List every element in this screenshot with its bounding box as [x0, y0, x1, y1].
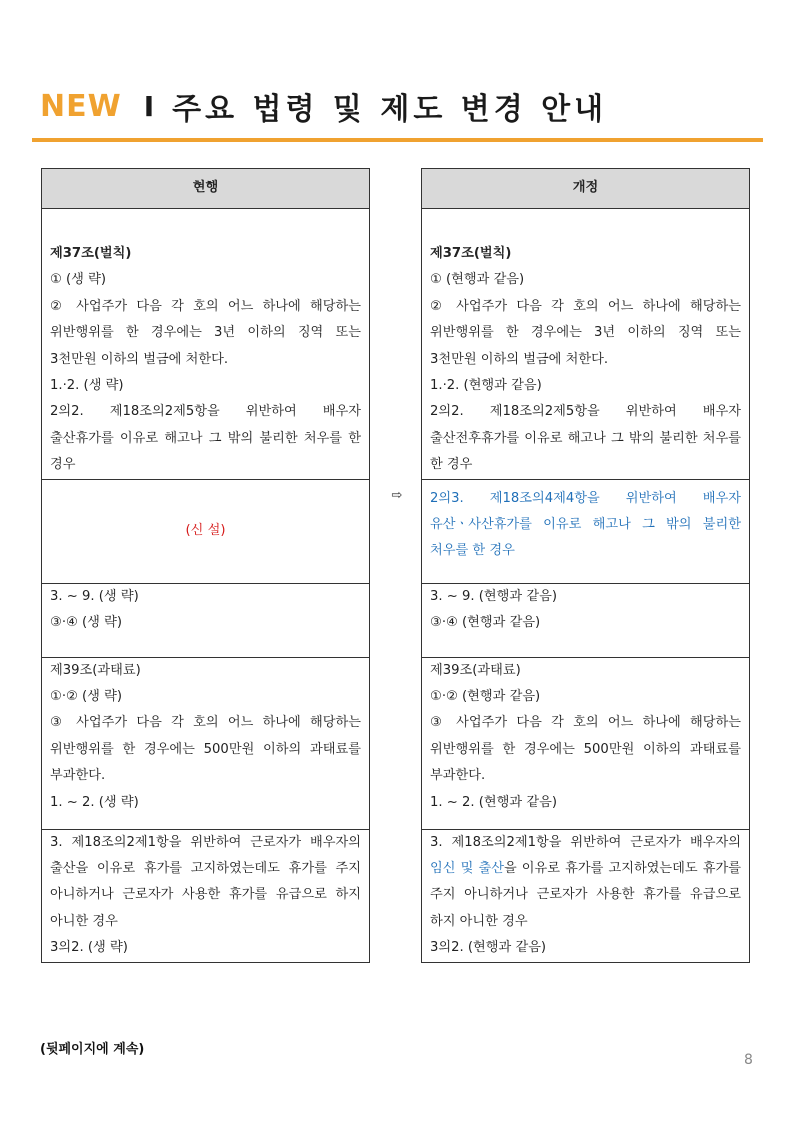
page-number: 8	[744, 1052, 753, 1068]
current-article-37-para1: ① (생 략)	[50, 272, 106, 288]
current-article-37-cell	[42, 209, 370, 480]
revised-items-3-9: 3. ~ 9. (현행과 같음)	[430, 588, 557, 604]
revised-new-provision-cell	[422, 479, 750, 583]
current-item-3-2: 3의2. (생 략)	[50, 940, 128, 956]
revised-item-3-before: 3. 제18조의2제1항을 위반하여 근로자가 배우자의	[430, 834, 741, 850]
revised-article-37-para1: ① (현행과 같음)	[430, 272, 525, 288]
current-paras-3-4: ③·④ (생 략)	[50, 615, 122, 631]
revised-paras-3-4: ③·④ (현행과 같음)	[430, 615, 541, 631]
revised-item-2-3: 2의3. 제18조의4제4항을 위반하여 배우자 유산ㆍ사산휴가를 이유로 해고나 그 밖의 불리한 처우를 한 경우	[430, 490, 741, 559]
current-article-37-para2: ② 사업주가 다음 각 호의 어느 하나에 해당하는 위반행위를 한 경우에는 3년 이하의 징역 또는 3천만원 이하의 벌금에 처한다.	[50, 298, 361, 367]
current-article-39-cell	[42, 657, 370, 829]
revised-item-3	[430, 830, 741, 936]
current-article-37-item2-2: 2의2. 제18조의2제5항을 위반하여 배우자 출산휴가를 이유로 해고나 그 밖의 불리한 처우를 한 경우	[50, 404, 361, 473]
current-article-39-title: 제39조(과태료)	[50, 662, 141, 678]
revised-item-3-2: 3의2. (현행과 같음)	[430, 940, 547, 956]
current-law-table	[41, 168, 370, 963]
current-article-39-paras: ①·② (생 략)	[50, 689, 122, 705]
revised-article-37-cell	[422, 209, 750, 480]
revised-item-3-cell	[422, 829, 750, 962]
new-label: NEW	[40, 88, 122, 124]
change-arrow-icon: ⇨	[391, 488, 403, 503]
revised-item-3-after: 을 이유로 휴가를 고지하였는데도 휴가를 주지 아니하거나 근로자가 사용한 휴가를 유급으로 하지 아니한 경우	[430, 861, 741, 929]
title-separator: I	[143, 89, 155, 123]
revised-article-39-items: 1. ~ 2. (현행과 같음)	[430, 794, 557, 810]
current-item-3: 3. 제18조의2제1항을 위반하여 근로자가 배우자의 출산을 이유로 휴가를 고지하였는데도 휴가를 주지 아니하거나 근로자가 사용한 휴가를 유급으로 하지 아니한 경우	[50, 834, 361, 929]
revised-article-37-item2-2: 2의2. 제18조의2제5항을 위반하여 배우자 출산전후휴가를 이유로 해고나 그 밖의 불리한 처우를 한 경우	[430, 404, 741, 473]
current-article-39-items: 1. ~ 2. (생 략)	[50, 794, 139, 810]
page-title: 주요 법령 및 제도 변경 안내	[172, 92, 608, 127]
current-article-37-items: 1.·2. (생 략)	[50, 378, 124, 394]
revised-article-39-para3: ③ 사업주가 다음 각 호의 어느 하나에 해당하는 위반행위를 한 경우에는 500만원 이하의 과태료를 부과한다.	[430, 715, 741, 784]
revised-items-3-9-cell	[422, 583, 750, 657]
revised-article-37-para2: ② 사업주가 다음 각 호의 어느 하나에 해당하는 위반행위를 한 경우에는 3년 이하의 징역 또는 3천만원 이하의 벌금에 처한다.	[430, 298, 741, 367]
page-header	[40, 86, 760, 126]
current-column-header: 현행	[42, 169, 370, 209]
current-items-3-9-cell	[42, 583, 370, 657]
current-article-39-para3: ③ 사업주가 다음 각 호의 어느 하나에 해당하는 위반행위를 한 경우에는 500만원 이하의 과태료를 부과한다.	[50, 715, 361, 784]
revised-article-39-paras: ①·② (현행과 같음)	[430, 689, 541, 705]
revised-article-37-items: 1.·2. (현행과 같음)	[430, 378, 542, 394]
current-items-3-9: 3. ~ 9. (생 략)	[50, 588, 139, 604]
revised-article-39-title: 제39조(과태료)	[430, 662, 521, 678]
continued-note: (뒷페이지에 계속)	[40, 1042, 145, 1057]
revised-article-39-cell	[422, 657, 750, 829]
current-item-3-cell	[42, 829, 370, 962]
revised-item-3-highlight: 임신 및 출산	[430, 861, 504, 877]
revised-law-table	[421, 168, 750, 963]
revised-column-header: 개정	[422, 169, 750, 209]
current-article-37-title: 제37조(벌칙)	[50, 246, 132, 261]
current-new-provision-cell: (신 설)	[42, 479, 370, 583]
header-rule	[32, 138, 763, 142]
revised-article-37-title: 제37조(벌칙)	[430, 246, 512, 261]
